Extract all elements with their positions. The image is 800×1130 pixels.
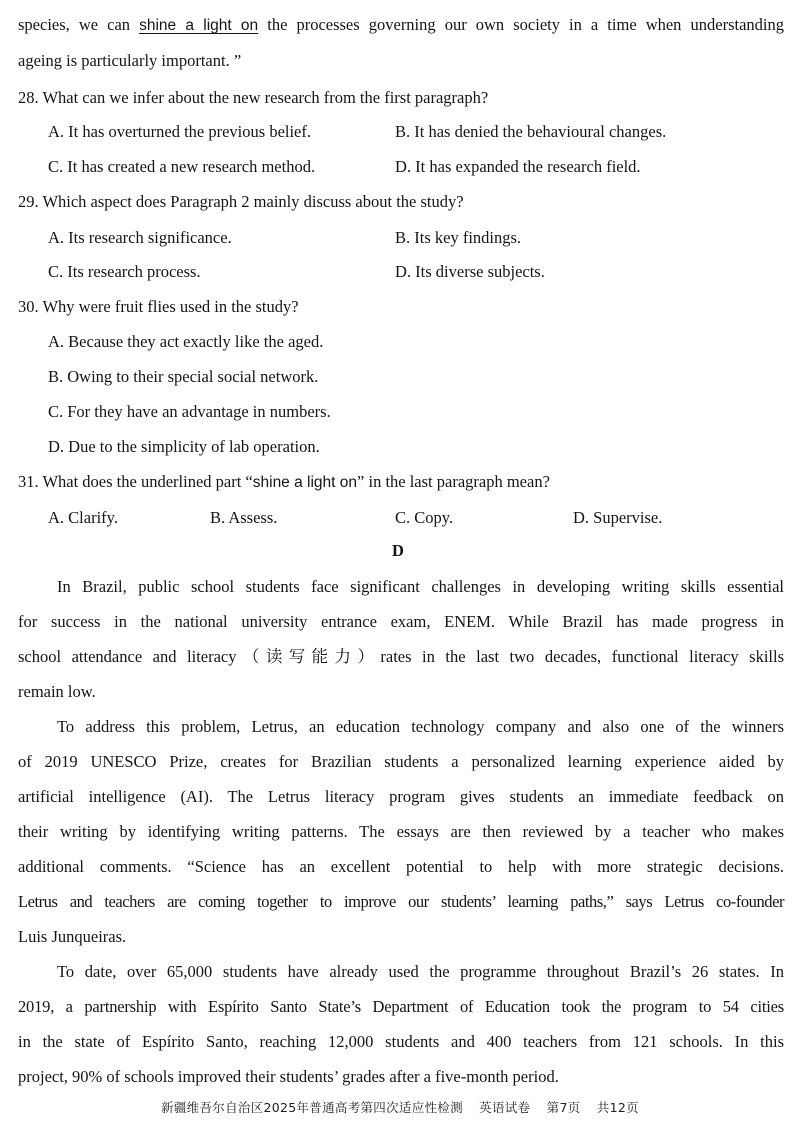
question-29-option-d[interactable]: D. Its diverse subjects. xyxy=(395,262,545,281)
passage-d-p2-line-2: of 2019 UNESCO Prize, creates for Brazilian students a personalized learning experience aided by xyxy=(18,752,784,771)
footer-subject: 英语试卷 xyxy=(479,1100,531,1115)
question-31-option-a[interactable]: A. Clarify. xyxy=(48,508,118,527)
passage-c-line-1: species, we can shine a light on the processes governing our own society in a time when understanding xyxy=(18,15,784,34)
passage-d-p2-line-6: Letrus and teachers are coming together to improve our students’ learning paths,” says Letrus co-founder xyxy=(18,892,784,911)
passage-d-p2-line-7: Luis Junqueiras. xyxy=(18,927,127,946)
question-29-option-b[interactable]: B. Its key findings. xyxy=(395,228,522,247)
question-29-stem: 29. Which aspect does Paragraph 2 mainly discuss about the study? xyxy=(18,192,464,211)
question-28-option-d[interactable]: D. It has expanded the research field. xyxy=(395,157,641,176)
passage-d-p1-line-3: school attendance and literacy（读写能力）rates in the last two decades, functional literacy skills xyxy=(18,647,784,666)
passage-d-heading: D xyxy=(392,541,404,560)
question-31-stem: 31. What does the underlined part “shine a light on” in the last paragraph mean? xyxy=(18,472,550,491)
passage-c-line-2: ageing is particularly important. ” xyxy=(18,51,242,70)
question-30-stem: 30. Why were fruit flies used in the study? xyxy=(18,297,299,316)
passage-d-p2-line-4: their writing by identifying writing patterns. The essays are then reviewed by a teacher who makes xyxy=(18,822,784,841)
question-30-option-d[interactable]: D. Due to the simplicity of lab operation. xyxy=(48,437,320,456)
passage-d-p3-line-4: project, 90% of schools improved their students’ grades after a five-month period. xyxy=(18,1067,559,1086)
question-31-option-c[interactable]: C. Copy. xyxy=(395,508,454,527)
passage-d-p2-line-3: artificial intelligence (AI). The Letrus literacy program gives students an immediate feedback on xyxy=(18,787,784,806)
question-30-option-c[interactable]: C. For they have an advantage in numbers. xyxy=(48,402,331,421)
passage-d-p2-line-5: additional comments. “Science has an excellent potential to help with more strategic decisions. xyxy=(18,857,784,876)
question-28-option-b[interactable]: B. It has denied the behavioural changes. xyxy=(395,122,667,141)
passage-d-p2-line-1: To address this problem, Letrus, an education technology company and also one of the winners xyxy=(57,717,784,736)
page-footer xyxy=(0,1098,800,1116)
question-31-option-b[interactable]: B. Assess. xyxy=(210,508,278,527)
passage-d-p3-line-1: To date, over 65,000 students have already used the programme throughout Brazil’s 26 states. In xyxy=(57,962,784,981)
passage-d-p1-line-4: remain low. xyxy=(18,682,96,701)
underlined-phrase: shine a light on xyxy=(139,17,259,34)
quoted-phrase: shine a light on xyxy=(252,474,358,491)
question-28-option-c[interactable]: C. It has created a new research method. xyxy=(48,157,316,176)
question-29-option-a[interactable]: A. Its research significance. xyxy=(48,228,232,247)
passage-d-p3-line-3: in the state of Espírito Santo, reaching 12,000 students and 400 teachers from 121 schools. In this xyxy=(18,1032,784,1051)
question-28-stem: 28. What can we infer about the new research from the first paragraph? xyxy=(18,88,489,107)
question-28-option-a[interactable]: A. It has overturned the previous belief. xyxy=(48,122,312,141)
passage-d-p3-line-2: 2019, a partnership with Espírito Santo State’s Department of Education took the program to 54 cities xyxy=(18,997,784,1016)
footer-page-number: 第7页 xyxy=(546,1100,581,1115)
question-30-option-a[interactable]: A. Because they act exactly like the aged. xyxy=(48,332,324,351)
passage-d-p1-line-2: for success in the national university entrance exam, ENEM. While Brazil has made progress in xyxy=(18,612,784,631)
question-29-option-c[interactable]: C. Its research process. xyxy=(48,262,201,281)
passage-d-p1-line-1: In Brazil, public school students face significant challenges in developing writing skills essential xyxy=(57,577,784,596)
question-30-option-b[interactable]: B. Owing to their special social network. xyxy=(48,367,319,386)
footer-exam-title: 新疆维吾尔自治区2025年普通高考第四次适应性检测 xyxy=(161,1100,463,1115)
question-31-option-d[interactable]: D. Supervise. xyxy=(573,508,663,527)
footer-total-pages: 共12页 xyxy=(596,1100,639,1115)
